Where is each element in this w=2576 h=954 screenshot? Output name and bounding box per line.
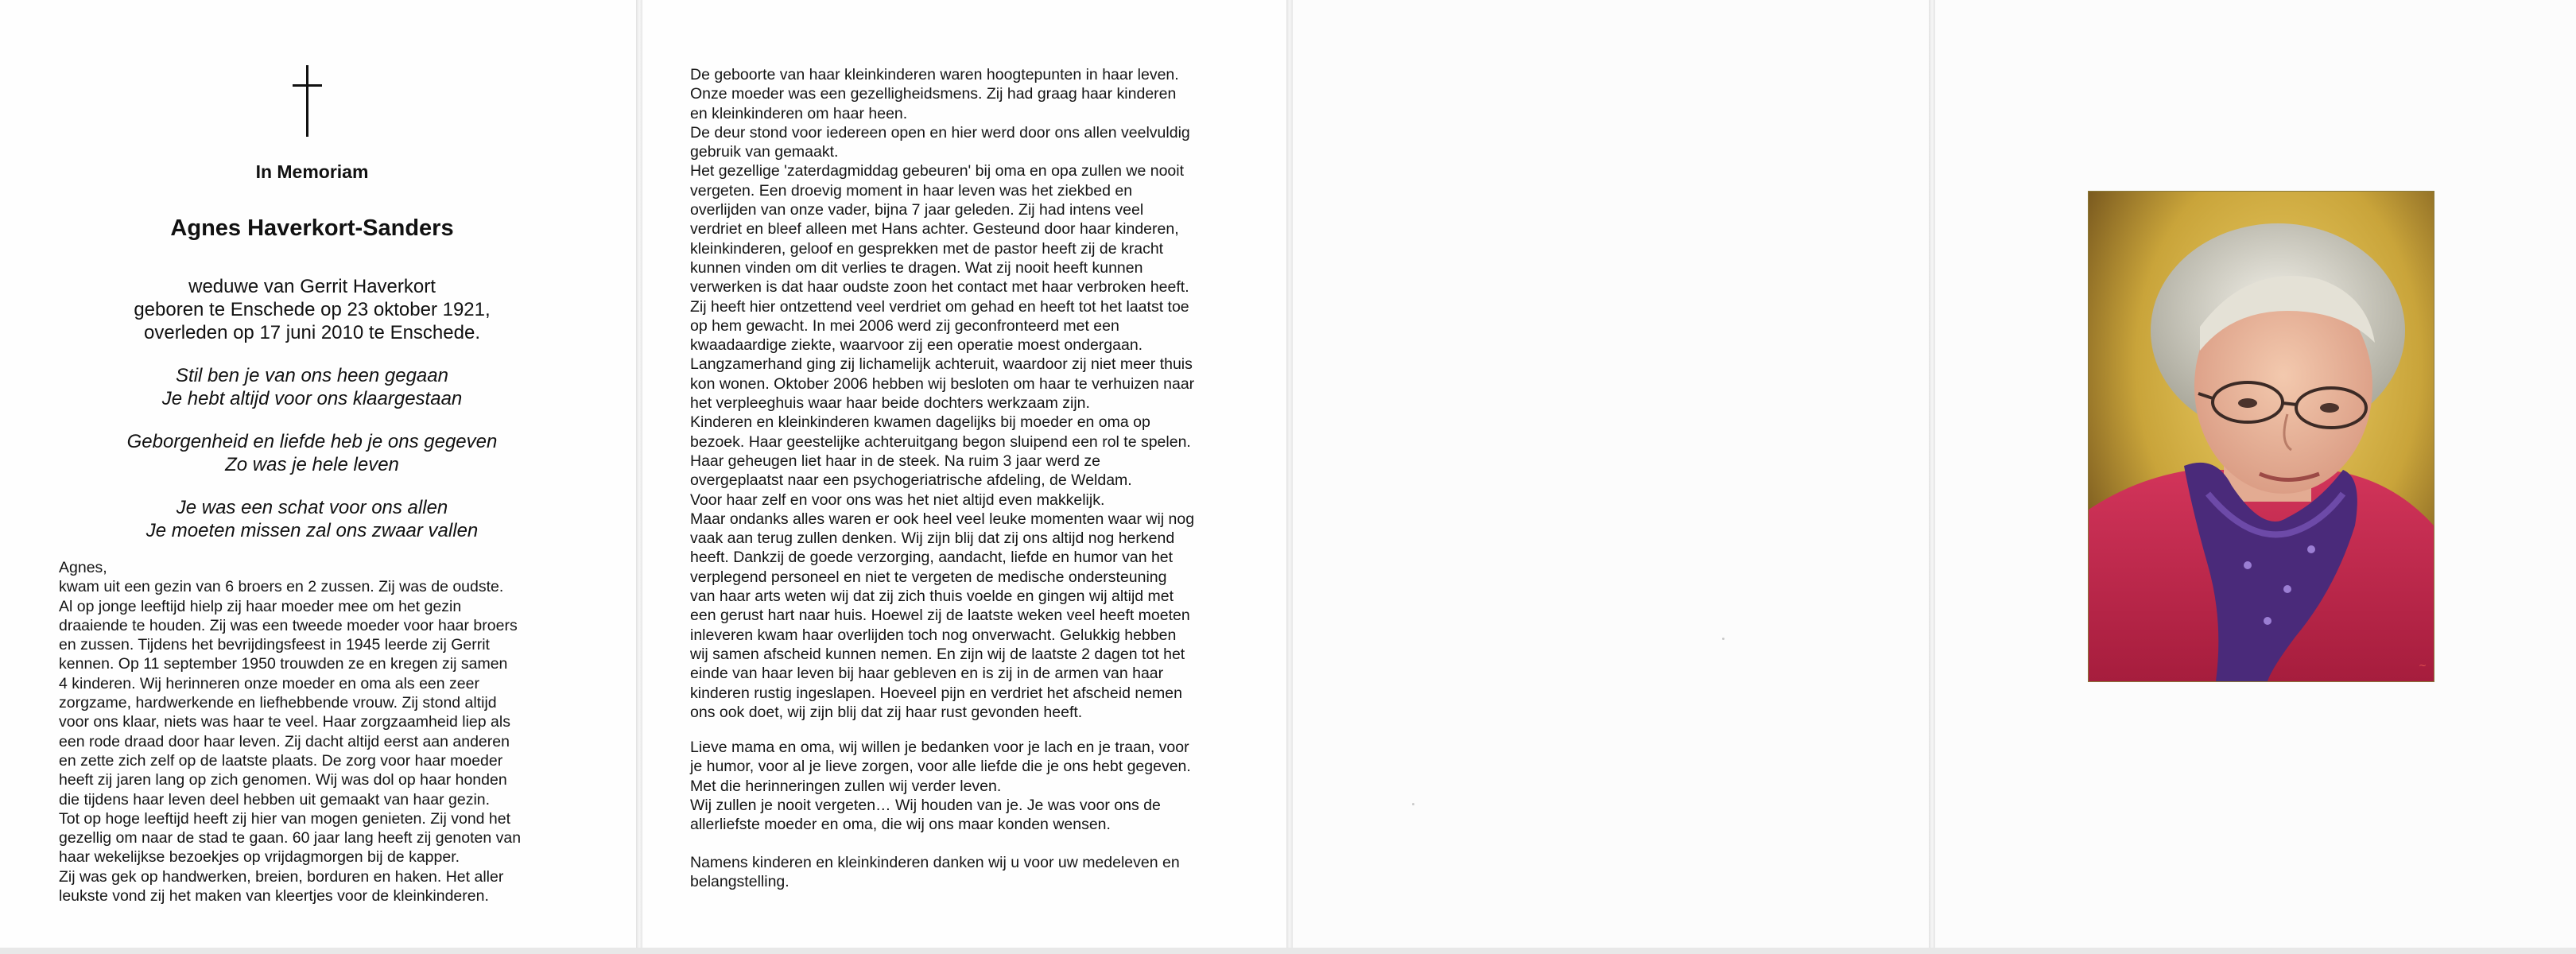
life-details <box>0 275 624 344</box>
paper-speck <box>1412 803 1414 805</box>
portrait-illustration <box>2089 192 2434 681</box>
thanks-text: Namens kinderen en kleinkinderen danken wij u voor uw medeleven en belangstelling. <box>690 854 1180 891</box>
photo-mark: ~ <box>2419 660 2427 671</box>
death-line: overleden op 17 juni 2010 te Enschede. <box>144 322 480 343</box>
farewell-text: Lieve mama en oma, wij willen je bedanken voor je lach en je traan, voor je humor, voor al je lieve zorgen, voor alle liefde die je ons hebt gegeven. Met die herinneringen zullen wij verder leven. Wij zullen je nooit vergeten… Wij houden van je. Je was voor ons de allerliefste moeder en oma, die wij ons maar konden wensen. <box>690 739 1191 834</box>
card-bottom-edge <box>0 948 2576 954</box>
paper-speck <box>1722 638 1724 640</box>
front-left-panel <box>0 0 636 948</box>
poem-stanza-3 <box>0 496 624 542</box>
deceased-name: Agnes Haverkort-Sanders <box>170 215 454 241</box>
memoriam-heading: In Memoriam <box>255 161 369 182</box>
photo-panel <box>1935 0 2576 948</box>
poem-line: Je hebt altijd voor ons klaargestaan <box>161 388 463 409</box>
poem-line: Je moeten missen zal ons zwaar vallen <box>145 520 479 541</box>
poem-line: Geborgenheid en liefde heb je ons gegeven <box>126 431 498 452</box>
birth-line: geboren te Enschede op 23 oktober 1921, <box>134 299 491 320</box>
fold-line <box>636 0 642 954</box>
blank-panel <box>1293 0 1929 948</box>
poem-line: Stil ben je van ons heen gegaan <box>176 365 448 386</box>
portrait-photo <box>2088 191 2434 682</box>
fold-line <box>1929 0 1935 954</box>
life-story-text: De geboorte van haar kleinkinderen waren hoogtepunten in haar leven. Onze moeder was een gezelligheidsmens. Zij had graag haar kinderen en kleinkinderen om haar heen. De deur stond voor iedereen open en hier werd door ons allen veelvuldig gebruik van gemaakt. Het gezellige 'zaterdagmiddag gebeuren' bij oma en opa zullen we nooit vergeten. Een droevig moment in haar leven was het ziekbed en overlijden van onze vader, bijna 7 jaar geleden. Zij had intens veel verdriet en bleef alleen met Hans achter. Gesteund door haar kinderen, kleinkinderen, geloof en gesprekken met de pastor heeft zij de kracht kunnen vinden om dit verlies te dragen. Wat zij nooit heeft kunnen verwerken is dat haar oudste zoon het contact met haar verbroken heeft. Zij heeft hier ontzettend veel verdriet om gehad en heeft tot het laatst toe op hem gewacht. In mei 2006 werd zij geconfronteerd met een kwaadaardige ziekte, waarvoor zij een operatie moest ondergaan. Langzamerhand ging zij lichamelijk achteruit, waardoor zij niet meer thuis kon wonen. Oktober 2006 hebben wij besloten om haar te verhuizen naar het verpleeghuis waar haar beide dochters werkzaam zijn. Kinderen en kleinkinderen kwamen dagelijks bij moeder en oma op bezoek. Haar geestelijke achteruitgang begon sluipend een rol te spelen. Haar geheugen liet haar in de steek. Na ruim 3 jaar werd ze overgeplaatst naar een psychogeriatrische afdeling, de Weldam. Voor haar zelf en voor ons was het niet altijd even makkelijk. Maar ondanks alles waren er ook heel veel leuke momenten waar wij nog vaak aan terug zullen denken. Wij zijn blij dat zij ons altijd nog herkend heeft. Dankzij de goede verzorging, aandacht, liefde en humor van het verplegend personeel en niet te vergeten de medische ondersteuning van haar arts weten wij dat zij zich thuis voelde en gingen wij altijd met een gerust hart naar huis. Hoewel zij de laatste weken veel heeft moeten inleveren kwam haar overlijden toch nog onverwacht. Gelukkig hebben wij samen afscheid kunnen nemen. En zijn wij de laatste 2 dagen tot het einde van haar leven bij haar gebleven en is zij in de armen van haar kinderen rustig ingeslapen. Hoeveel pijn en verdriet het afscheid nemen ons ook doet, wij zijn blij dat zij haar rust gevonden heeft. <box>690 66 1195 721</box>
widow-line: weduwe van Gerrit Haverkort <box>188 276 436 297</box>
poem-line: Zo was je hele leven <box>225 454 399 475</box>
cross-icon <box>293 65 321 137</box>
middle-text-panel <box>642 0 1286 948</box>
poem-stanza-1 <box>0 364 624 410</box>
poem-line: Je was een schat voor ons allen <box>176 497 448 518</box>
poem-stanza-2 <box>0 430 624 476</box>
fold-line <box>1286 0 1293 954</box>
biography-text: Agnes, kwam uit een gezin van 6 broers en 2 zussen. Zij was de oudste. Al op jonge leeftijd hielp zij haar moeder mee om het gezin draaiende te houden. Zij was een tweede moeder voor haar broers en zussen. Tijdens het bevrijdingsfeest in 1945 leerde zij Gerrit kennen. Op 11 september 1950 trouwden ze en kregen zij samen 4 kinderen. Wij herinneren onze moeder en oma als een zeer zorgzame, hardwerkende en liefhebbende vrouw. Zij stond altijd voor ons klaar, niets was haar te veel. Haar zorgzaamheid liep als een rode draad door haar leven. Zij dacht altijd eerst aan anderen en zette zich zelf op de laatste plaats. De zorg voor haar moeder heeft zij jaren lang op zich genomen. Wij was dol op haar honden die tijdens haar leven deel hebben uit gemaakt van haar gezin. Tot op hoge leeftijd heeft zij hier van mogen genieten. Zij vond het gezellig om naar de stad te gaan. 60 jaar lang heeft zij genoten van haar wekelijkse bezoekjes op vrijdagmorgen bij de kapper. Zij was gek op handwerken, breien, borduren en haken. Het aller leukste vond zij het maken van kleertjes voor de kleinkinderen. <box>59 559 522 906</box>
